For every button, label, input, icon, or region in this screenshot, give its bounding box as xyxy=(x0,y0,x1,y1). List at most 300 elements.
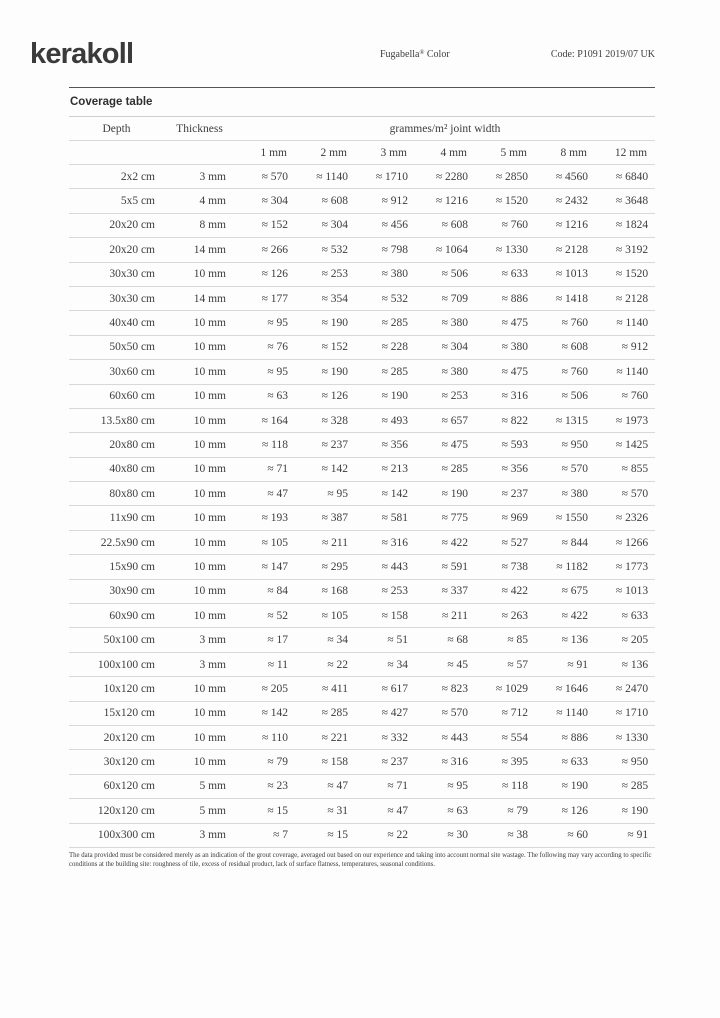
depth-cell: 100x300 cm xyxy=(97,829,155,842)
coverage-value-cell: ≈ 2470 xyxy=(615,682,649,695)
depth-cell: 30x30 cm xyxy=(109,268,155,281)
coverage-value-cell: ≈ 142 xyxy=(381,487,408,500)
coverage-table-title: Coverage table xyxy=(70,96,153,108)
depth-cell: 20x20 cm xyxy=(109,219,155,232)
coverage-value-cell: ≈ 91 xyxy=(627,829,649,842)
coverage-value-cell: ≈ 237 xyxy=(501,487,528,500)
coverage-value-cell: ≈ 608 xyxy=(321,195,348,208)
coverage-value-cell: ≈ 1266 xyxy=(615,536,649,549)
thickness-cell: 10 mm xyxy=(193,560,226,573)
thickness-cell: 3 mm xyxy=(199,634,226,647)
coverage-value-cell: ≈ 1140 xyxy=(616,365,649,378)
coverage-value-cell: ≈ 633 xyxy=(501,268,528,281)
coverage-value-cell: ≈ 266 xyxy=(261,243,288,256)
registered-trademark-mark: ® xyxy=(419,49,425,56)
thickness-cell: 3 mm xyxy=(199,170,226,183)
coverage-value-cell: ≈ 1646 xyxy=(555,682,588,695)
coverage-value-cell: ≈ 285 xyxy=(441,463,468,476)
coverage-value-cell: ≈ 570 xyxy=(621,487,649,500)
coverage-value-cell: ≈ 912 xyxy=(381,195,408,208)
coverage-value-cell: ≈ 316 xyxy=(501,390,528,403)
thickness-cell: 14 mm xyxy=(193,243,226,256)
empty-header-cell xyxy=(69,141,164,165)
coverage-value-cell: ≈ 506 xyxy=(561,390,588,403)
content-area xyxy=(69,87,655,869)
coverage-value-cell: ≈ 47 xyxy=(387,804,408,817)
coverage-value-cell: ≈ 11 xyxy=(267,658,288,671)
joint-width-header: 3 mm xyxy=(380,146,407,159)
coverage-value-cell: ≈ 1013 xyxy=(555,268,588,281)
depth-cell: 10x120 cm xyxy=(103,682,155,695)
coverage-value-cell: ≈ 912 xyxy=(621,341,649,354)
coverage-value-cell: ≈ 1029 xyxy=(495,682,528,695)
coverage-value-cell: ≈ 91 xyxy=(567,658,588,671)
coverage-value-cell: ≈ 709 xyxy=(441,292,468,305)
product-name: Fugabella xyxy=(380,49,420,60)
coverage-value-cell: ≈ 295 xyxy=(321,560,348,573)
coverage-value-cell: ≈ 532 xyxy=(321,243,348,256)
coverage-value-cell: ≈ 1520 xyxy=(495,195,528,208)
thickness-cell: 10 mm xyxy=(193,487,226,500)
table-row xyxy=(69,335,655,359)
coverage-value-cell: ≈ 608 xyxy=(561,341,588,354)
coverage-value-cell: ≈ 591 xyxy=(441,560,468,573)
coverage-value-cell: ≈ 51 xyxy=(387,634,408,647)
coverage-value-cell: ≈ 387 xyxy=(321,512,348,525)
coverage-value-cell: ≈ 380 xyxy=(381,268,408,281)
coverage-value-cell: ≈ 760 xyxy=(561,317,588,330)
thickness-cell: 10 mm xyxy=(193,609,226,622)
coverage-value-cell: ≈ 221 xyxy=(321,731,348,744)
coverage-value-cell: ≈ 71 xyxy=(387,780,408,793)
coverage-value-cell: ≈ 570 xyxy=(441,707,468,720)
page-header xyxy=(0,0,720,87)
coverage-value-cell: ≈ 6840 xyxy=(615,170,649,183)
coverage-value-cell: ≈ 1013 xyxy=(615,585,649,598)
coverage-value-cell: ≈ 2326 xyxy=(615,512,649,525)
thickness-cell: 5 mm xyxy=(199,804,226,817)
depth-cell: 50x50 cm xyxy=(109,341,155,354)
coverage-value-cell: ≈ 34 xyxy=(387,658,408,671)
coverage-value-cell: ≈ 190 xyxy=(441,487,468,500)
coverage-value-cell: ≈ 253 xyxy=(441,390,468,403)
thickness-cell: 10 mm xyxy=(193,341,226,354)
depth-cell: 5x5 cm xyxy=(120,195,155,208)
thickness-cell: 10 mm xyxy=(193,512,226,525)
coverage-value-cell: ≈ 126 xyxy=(561,804,588,817)
depth-cell: 30x60 cm xyxy=(109,365,155,378)
coverage-value-cell: ≈ 228 xyxy=(381,341,408,354)
thickness-cell: 10 mm xyxy=(193,731,226,744)
depth-cell: 60x90 cm xyxy=(109,609,155,622)
table-row xyxy=(69,530,655,554)
coverage-value-cell: ≈ 263 xyxy=(501,609,528,622)
coverage-value-cell: ≈ 617 xyxy=(381,682,408,695)
coverage-value-cell: ≈ 570 xyxy=(561,463,588,476)
coverage-value-cell: ≈ 380 xyxy=(441,365,468,378)
coverage-value-cell: ≈ 422 xyxy=(501,585,528,598)
coverage-value-cell: ≈ 190 xyxy=(321,365,348,378)
thickness-cell: 10 mm xyxy=(193,682,226,695)
coverage-value-cell: ≈ 950 xyxy=(561,438,588,451)
thickness-cell: 10 mm xyxy=(193,707,226,720)
coverage-value-cell: ≈ 136 xyxy=(621,658,649,671)
coverage-value-cell: ≈ 211 xyxy=(441,609,468,622)
coverage-value-cell: ≈ 657 xyxy=(441,414,468,427)
coverage-value-cell: ≈ 95 xyxy=(327,487,348,500)
coverage-value-cell: ≈ 253 xyxy=(381,585,408,598)
coverage-value-cell: ≈ 76 xyxy=(267,341,288,354)
table-row xyxy=(69,799,655,823)
thickness-cell: 10 mm xyxy=(193,390,226,403)
coverage-value-cell: ≈ 85 xyxy=(507,634,528,647)
coverage-value-cell: ≈ 475 xyxy=(501,317,528,330)
depth-cell: 22.5x90 cm xyxy=(100,536,155,549)
coverage-value-cell: ≈ 95 xyxy=(447,780,468,793)
coverage-value-cell: ≈ 316 xyxy=(381,536,408,549)
table-row xyxy=(69,750,655,774)
coverage-value-cell: ≈ 152 xyxy=(321,341,348,354)
table-row xyxy=(69,213,655,237)
coverage-value-cell: ≈ 2128 xyxy=(615,292,649,305)
coverage-value-cell: ≈ 4560 xyxy=(555,170,588,183)
coverage-value-cell: ≈ 1140 xyxy=(316,170,348,183)
coverage-value-cell: ≈ 527 xyxy=(501,536,528,549)
depth-cell: 50x100 cm xyxy=(103,634,155,647)
thickness-cell: 3 mm xyxy=(199,658,226,671)
coverage-value-cell: ≈ 506 xyxy=(441,268,468,281)
depth-cell: 20x120 cm xyxy=(103,731,155,744)
footnote: The data provided must be considered merely as an indication of the grout coverage, averaged out based on our experience and taking into account normal site wastage. The following may vary according to specific conditions at the building site: roughness of tile, excess of residual product, lack of surface flatness, temperatures, seasonal conditions. xyxy=(69,851,652,869)
joint-width-header: 1 mm xyxy=(260,146,287,159)
coverage-value-cell: ≈ 760 xyxy=(501,219,528,232)
thickness-cell: 10 mm xyxy=(193,438,226,451)
coverage-value-cell: ≈ 126 xyxy=(321,390,348,403)
coverage-value-cell: ≈ 356 xyxy=(501,463,528,476)
table-row xyxy=(69,408,655,432)
coverage-value-cell: ≈ 79 xyxy=(507,804,528,817)
coverage-value-cell: ≈ 63 xyxy=(447,804,468,817)
depth-cell: 2x2 cm xyxy=(120,170,155,183)
coverage-value-cell: ≈ 356 xyxy=(381,438,408,451)
thickness-cell: 8 mm xyxy=(199,219,226,232)
coverage-value-cell: ≈ 205 xyxy=(261,682,288,695)
thickness-cell: 10 mm xyxy=(193,268,226,281)
table-row xyxy=(69,555,655,579)
coverage-value-cell: ≈ 164 xyxy=(261,414,288,427)
coverage-value-cell: ≈ 712 xyxy=(501,707,528,720)
table-row xyxy=(69,482,655,506)
depth-cell: 30x30 cm xyxy=(109,292,155,305)
coverage-value-cell: ≈ 354 xyxy=(321,292,348,305)
coverage-value-cell: ≈ 57 xyxy=(507,658,528,671)
coverage-value-cell: ≈ 581 xyxy=(381,512,408,525)
thickness-cell: 4 mm xyxy=(199,195,226,208)
depth-cell: 60x60 cm xyxy=(109,390,155,403)
coverage-value-cell: ≈ 1140 xyxy=(556,707,588,720)
coverage-value-cell: ≈ 190 xyxy=(621,804,649,817)
joint-width-header-row xyxy=(69,141,655,165)
thickness-cell: 10 mm xyxy=(193,317,226,330)
joint-width-header: 12 mm xyxy=(614,146,648,159)
coverage-value-cell: ≈ 608 xyxy=(441,219,468,232)
product-suffix: Color xyxy=(424,49,450,60)
depth-cell: 40x80 cm xyxy=(109,463,155,476)
coverage-value-cell: ≈ 177 xyxy=(261,292,288,305)
coverage-value-cell: ≈ 1710 xyxy=(615,707,649,720)
table-row xyxy=(69,823,655,847)
document-code: Code: P1091 2019/07 UK xyxy=(550,49,655,60)
coverage-value-cell: ≈ 3648 xyxy=(615,195,649,208)
depth-cell: 30x120 cm xyxy=(103,756,155,769)
thickness-cell: 10 mm xyxy=(193,536,226,549)
coverage-value-cell: ≈ 152 xyxy=(261,219,288,232)
coverage-value-cell: ≈ 570 xyxy=(261,170,288,183)
table-row xyxy=(69,311,655,335)
coverage-value-cell: ≈ 23 xyxy=(267,780,288,793)
coverage-value-cell: ≈ 237 xyxy=(321,438,348,451)
coverage-value-cell: ≈ 1973 xyxy=(615,414,649,427)
table-row xyxy=(69,506,655,530)
depth-cell: 15x90 cm xyxy=(109,560,155,573)
table-row xyxy=(69,238,655,262)
coverage-value-cell: ≈ 63 xyxy=(267,390,288,403)
joint-width-header: 8 mm xyxy=(560,146,587,159)
coverage-value-cell: ≈ 253 xyxy=(321,268,348,281)
coverage-value-cell: ≈ 1710 xyxy=(375,170,408,183)
coverage-value-cell: ≈ 15 xyxy=(267,804,288,817)
coverage-value-cell: ≈ 68 xyxy=(447,634,468,647)
depth-cell: 30x90 cm xyxy=(109,585,155,598)
coverage-value-cell: ≈ 1064 xyxy=(435,243,468,256)
coverage-value-cell: ≈ 147 xyxy=(261,560,288,573)
table-row xyxy=(69,262,655,286)
coverage-value-cell: ≈ 1216 xyxy=(435,195,468,208)
coverage-value-cell: ≈ 337 xyxy=(441,585,468,598)
table-group-header-row xyxy=(69,117,655,141)
thickness-cell: 5 mm xyxy=(199,780,226,793)
coverage-value-cell: ≈ 285 xyxy=(381,317,408,330)
coverage-value-cell: ≈ 158 xyxy=(321,756,348,769)
coverage-value-cell: ≈ 15 xyxy=(327,829,348,842)
joint-width-header: 5 mm xyxy=(500,146,527,159)
coverage-value-cell: ≈ 886 xyxy=(561,731,588,744)
coverage-value-cell: ≈ 456 xyxy=(381,219,408,232)
depth-cell: 100x100 cm xyxy=(97,658,155,671)
coverage-value-cell: ≈ 110 xyxy=(261,731,288,744)
coverage-value-cell: ≈ 47 xyxy=(327,780,348,793)
coverage-value-cell: ≈ 422 xyxy=(561,609,588,622)
coverage-value-cell: ≈ 2280 xyxy=(435,170,468,183)
coverage-value-cell: ≈ 38 xyxy=(507,829,528,842)
thickness-cell: 10 mm xyxy=(193,756,226,769)
thickness-column-header: Thickness xyxy=(176,122,223,135)
coverage-value-cell: ≈ 380 xyxy=(501,341,528,354)
coverage-value-cell: ≈ 60 xyxy=(567,829,588,842)
coverage-value-cell: ≈ 190 xyxy=(381,390,408,403)
thickness-cell: 10 mm xyxy=(193,585,226,598)
depth-cell: 80x80 cm xyxy=(109,487,155,500)
coverage-value-cell: ≈ 31 xyxy=(327,804,348,817)
depth-cell: 11x90 cm xyxy=(109,512,155,525)
coverage-value-cell: ≈ 190 xyxy=(561,780,588,793)
coverage-value-cell: ≈ 1216 xyxy=(555,219,588,232)
coverage-value-cell: ≈ 1418 xyxy=(555,292,588,305)
coverage-value-cell: ≈ 105 xyxy=(261,536,288,549)
coverage-value-cell: ≈ 45 xyxy=(447,658,468,671)
coverage-value-cell: ≈ 554 xyxy=(501,731,528,744)
coverage-value-cell: ≈ 213 xyxy=(381,463,408,476)
depth-cell: 40x40 cm xyxy=(109,317,155,330)
joint-width-header: 2 mm xyxy=(320,146,347,159)
kerakoll-logo: kerakoll xyxy=(30,38,134,70)
coverage-value-cell: ≈ 760 xyxy=(561,365,588,378)
depth-cell: 20x20 cm xyxy=(109,243,155,256)
coverage-value-cell: ≈ 304 xyxy=(261,195,288,208)
coverage-value-cell: ≈ 95 xyxy=(267,317,288,330)
coverage-value-cell: ≈ 237 xyxy=(381,756,408,769)
joint-width-group-header: grammes/m² joint width xyxy=(389,122,501,135)
coverage-value-cell: ≈ 332 xyxy=(381,731,408,744)
coverage-table xyxy=(69,116,655,848)
coverage-value-cell: ≈ 285 xyxy=(321,707,348,720)
coverage-value-cell: ≈ 118 xyxy=(261,438,288,451)
header-divider xyxy=(69,87,655,88)
table-row xyxy=(69,433,655,457)
coverage-value-cell: ≈ 1140 xyxy=(616,317,649,330)
table-row xyxy=(69,677,655,701)
coverage-value-cell: ≈ 1773 xyxy=(615,560,649,573)
coverage-value-cell: ≈ 532 xyxy=(381,292,408,305)
coverage-value-cell: ≈ 328 xyxy=(321,414,348,427)
coverage-value-cell: ≈ 95 xyxy=(267,365,288,378)
coverage-value-cell: ≈ 1315 xyxy=(555,414,588,427)
coverage-value-cell: ≈ 380 xyxy=(561,487,588,500)
table-row xyxy=(69,652,655,676)
table-row xyxy=(69,360,655,384)
joint-width-header: 4 mm xyxy=(440,146,467,159)
coverage-value-cell: ≈ 822 xyxy=(501,414,528,427)
coverage-value-cell: ≈ 395 xyxy=(501,756,528,769)
coverage-value-cell: ≈ 475 xyxy=(501,365,528,378)
coverage-value-cell: ≈ 1330 xyxy=(495,243,528,256)
coverage-value-cell: ≈ 118 xyxy=(501,780,528,793)
coverage-value-cell: ≈ 304 xyxy=(441,341,468,354)
coverage-value-cell: ≈ 285 xyxy=(621,780,649,793)
depth-cell: 60x120 cm xyxy=(103,780,155,793)
table-row xyxy=(69,189,655,213)
empty-header-cell xyxy=(164,141,235,165)
coverage-value-cell: ≈ 1425 xyxy=(615,438,649,451)
coverage-value-cell: ≈ 633 xyxy=(621,609,649,622)
coverage-value-cell: ≈ 844 xyxy=(561,536,588,549)
coverage-value-cell: ≈ 2850 xyxy=(495,170,528,183)
coverage-value-cell: ≈ 136 xyxy=(561,634,588,647)
coverage-value-cell: ≈ 593 xyxy=(501,438,528,451)
table-row xyxy=(69,701,655,725)
coverage-value-cell: ≈ 633 xyxy=(561,756,588,769)
thickness-cell: 3 mm xyxy=(199,829,226,842)
coverage-value-cell: ≈ 969 xyxy=(501,512,528,525)
coverage-value-cell: ≈ 316 xyxy=(441,756,468,769)
coverage-value-cell: ≈ 738 xyxy=(501,560,528,573)
coverage-value-cell: ≈ 493 xyxy=(381,414,408,427)
coverage-value-cell: ≈ 475 xyxy=(441,438,468,451)
coverage-value-cell: ≈ 1824 xyxy=(615,219,649,232)
coverage-value-cell: ≈ 675 xyxy=(561,585,588,598)
coverage-value-cell: ≈ 142 xyxy=(321,463,348,476)
thickness-cell: 14 mm xyxy=(193,292,226,305)
coverage-value-cell: ≈ 71 xyxy=(267,463,288,476)
coverage-value-cell: ≈ 1330 xyxy=(615,731,649,744)
coverage-value-cell: ≈ 105 xyxy=(321,609,348,622)
table-row xyxy=(69,165,655,189)
depth-column-header: Depth xyxy=(102,122,131,135)
coverage-value-cell: ≈ 798 xyxy=(381,243,408,256)
coverage-value-cell: ≈ 17 xyxy=(267,634,288,647)
coverage-value-cell: ≈ 142 xyxy=(261,707,288,720)
coverage-value-cell: ≈ 411 xyxy=(321,682,348,695)
coverage-value-cell: ≈ 760 xyxy=(621,390,649,403)
coverage-value-cell: ≈ 443 xyxy=(381,560,408,573)
coverage-value-cell: ≈ 34 xyxy=(327,634,348,647)
table-row xyxy=(69,725,655,749)
coverage-value-cell: ≈ 886 xyxy=(501,292,528,305)
table-row xyxy=(69,286,655,310)
coverage-value-cell: ≈ 193 xyxy=(261,512,288,525)
table-row xyxy=(69,628,655,652)
coverage-value-cell: ≈ 52 xyxy=(267,609,288,622)
coverage-value-cell: ≈ 855 xyxy=(621,463,649,476)
coverage-value-cell: ≈ 7 xyxy=(273,829,288,842)
coverage-value-cell: ≈ 1182 xyxy=(556,560,588,573)
coverage-value-cell: ≈ 22 xyxy=(387,829,408,842)
coverage-value-cell: ≈ 126 xyxy=(261,268,288,281)
coverage-value-cell: ≈ 158 xyxy=(381,609,408,622)
coverage-value-cell: ≈ 22 xyxy=(327,658,348,671)
product-title xyxy=(380,49,450,60)
coverage-value-cell: ≈ 84 xyxy=(267,585,288,598)
depth-cell: 15x120 cm xyxy=(103,707,155,720)
thickness-cell: 10 mm xyxy=(193,414,226,427)
table-row xyxy=(69,604,655,628)
coverage-value-cell: ≈ 427 xyxy=(381,707,408,720)
coverage-value-cell: ≈ 1550 xyxy=(555,512,588,525)
coverage-value-cell: ≈ 422 xyxy=(441,536,468,549)
coverage-value-cell: ≈ 304 xyxy=(321,219,348,232)
coverage-value-cell: ≈ 30 xyxy=(447,829,468,842)
coverage-value-cell: ≈ 211 xyxy=(321,536,348,549)
coverage-value-cell: ≈ 2432 xyxy=(555,195,588,208)
thickness-cell: 10 mm xyxy=(193,365,226,378)
depth-cell: 120x120 cm xyxy=(97,804,155,817)
depth-cell: 20x80 cm xyxy=(109,438,155,451)
coverage-value-cell: ≈ 1520 xyxy=(615,268,649,281)
coverage-value-cell: ≈ 47 xyxy=(267,487,288,500)
coverage-value-cell: ≈ 443 xyxy=(441,731,468,744)
coverage-value-cell: ≈ 823 xyxy=(441,682,468,695)
coverage-value-cell: ≈ 950 xyxy=(621,756,649,769)
coverage-value-cell: ≈ 190 xyxy=(321,317,348,330)
table-row xyxy=(69,579,655,603)
thickness-cell: 10 mm xyxy=(193,463,226,476)
depth-cell: 13.5x80 cm xyxy=(100,414,155,427)
table-row xyxy=(69,774,655,798)
coverage-value-cell: ≈ 285 xyxy=(381,365,408,378)
coverage-value-cell: ≈ 168 xyxy=(321,585,348,598)
coverage-value-cell: ≈ 380 xyxy=(441,317,468,330)
table-row xyxy=(69,457,655,481)
